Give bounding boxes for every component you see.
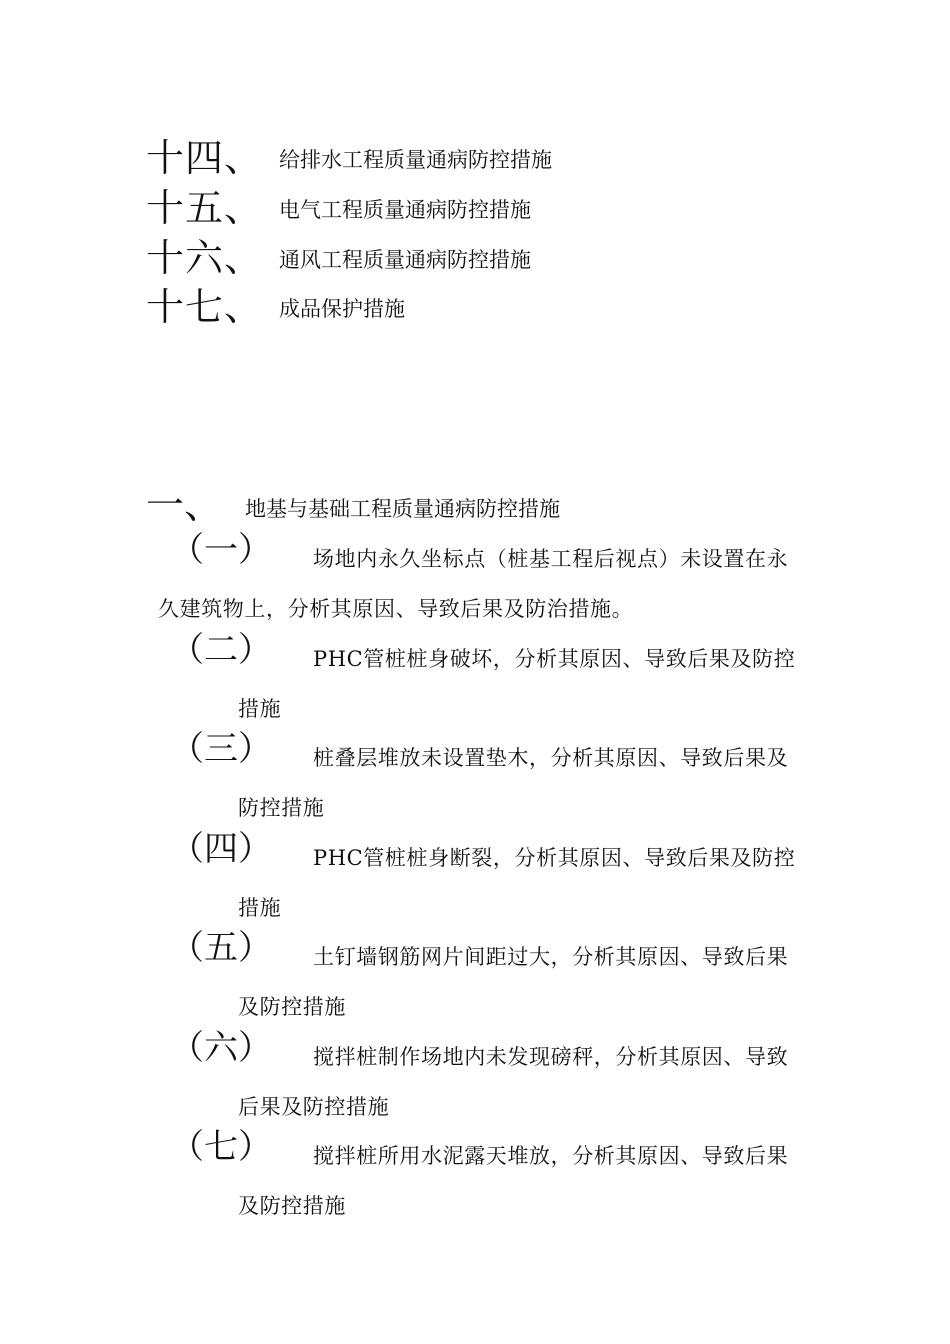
item-number: （一） — [170, 530, 272, 570]
item-text-line: 防控措施 — [238, 796, 325, 820]
item-text-line: 措施 — [238, 697, 282, 721]
section-number: 一、 — [146, 483, 223, 527]
item-text-line: 搅拌桩制作场地内未发现磅秤，分析其原因、导致 — [313, 1045, 789, 1069]
item-text-line: 场地内永久坐标点（桩基工程后视点）未设置在永 — [313, 547, 789, 571]
item-number: （七） — [170, 1127, 272, 1167]
item-text-line: 后果及防控措施 — [238, 1095, 390, 1119]
item-number: （二） — [170, 630, 272, 670]
toc-title: 成品保护措施 — [279, 297, 405, 321]
item-text-line: 桩叠层堆放未设置垫木，分析其原因、导致后果及 — [313, 746, 789, 770]
item-text-line: 及防控措施 — [238, 995, 346, 1019]
section-title: 地基与基础工程质量通病防控措施 — [245, 497, 560, 521]
toc-title: 给排水工程质量通病防控措施 — [279, 148, 552, 172]
toc-title: 电气工程质量通病防控措施 — [279, 198, 531, 222]
item-number: （六） — [170, 1028, 272, 1068]
item-number: （五） — [170, 928, 272, 968]
toc-number: 十七、 — [146, 285, 264, 329]
item-number: （三） — [170, 729, 272, 769]
toc-number: 十五、 — [146, 186, 264, 230]
toc-number: 十四、 — [146, 136, 264, 180]
item-text-line: 及防控措施 — [238, 1194, 346, 1218]
toc-number: 十六、 — [146, 236, 264, 280]
item-text-line: 搅拌桩所用水泥露天堆放，分析其原因、导致后果 — [313, 1144, 789, 1168]
item-text-line: PHC管桩桩身破坏，分析其原因、导致后果及防控 — [313, 647, 796, 671]
item-text-line: 土钉墙钢筋网片间距过大，分析其原因、导致后果 — [313, 945, 789, 969]
item-text-line: 久建筑物上，分析其原因、导致后果及防治措施。 — [158, 597, 634, 621]
toc-title: 通风工程质量通病防控措施 — [279, 248, 531, 272]
item-text-line: PHC管桩桩身断裂，分析其原因、导致后果及防控 — [313, 846, 796, 870]
item-text-line: 措施 — [238, 896, 282, 920]
item-number: （四） — [170, 829, 272, 869]
